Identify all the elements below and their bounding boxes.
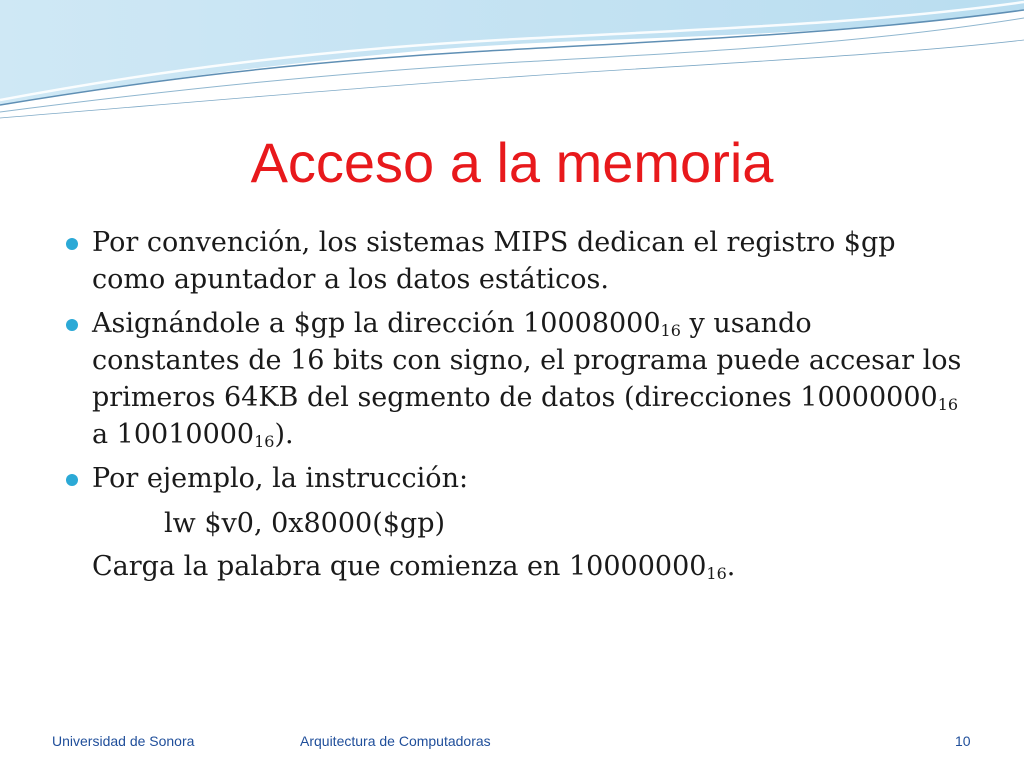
- bullet-dot-icon: [66, 238, 78, 250]
- bullet-item: [62, 306, 962, 453]
- bullet-item: [62, 225, 962, 298]
- text-segment: ).: [274, 418, 294, 450]
- bullet-dot-icon: [66, 319, 78, 331]
- code-line: lw $v0, 0x8000($gp): [164, 508, 446, 540]
- text-segment: Carga la palabra que comienza en 10000000: [92, 550, 707, 582]
- base-subscript: 16: [660, 321, 681, 341]
- base-subscript: 16: [254, 431, 275, 451]
- footer-page-number: 10: [955, 733, 971, 749]
- footer-university: Universidad de Sonora: [52, 733, 195, 749]
- text-segment: y usando constantes de 16 bits con signo, el programa puede accesar los primeros 64KB del segmento de datos (direcciones 10000000: [92, 308, 962, 413]
- slide-title: Acceso a la memoria: [250, 131, 774, 194]
- base-subscript: 16: [937, 394, 959, 414]
- text-segment: a 10010000: [92, 418, 255, 450]
- slide-content: [62, 225, 962, 591]
- bullet-text: Por ejemplo, la instrucción:: [92, 463, 469, 495]
- text-segment: .: [726, 550, 736, 582]
- footer-course: Arquitectura de Computadoras: [300, 733, 491, 749]
- base-subscript: 16: [706, 563, 727, 583]
- result-line: [62, 549, 962, 586]
- bullet-text: Por convención, los sistemas MIPS dedican el registro $gp como apuntador a los datos estáticos.: [92, 227, 896, 295]
- bullet-item: [62, 461, 962, 498]
- header-wave-decoration: [0, 0, 1024, 130]
- bullet-dot-icon: [66, 474, 78, 486]
- text-segment: Asignándole a $gp la dirección 10008000: [92, 308, 661, 340]
- bullet-text: [92, 308, 961, 449]
